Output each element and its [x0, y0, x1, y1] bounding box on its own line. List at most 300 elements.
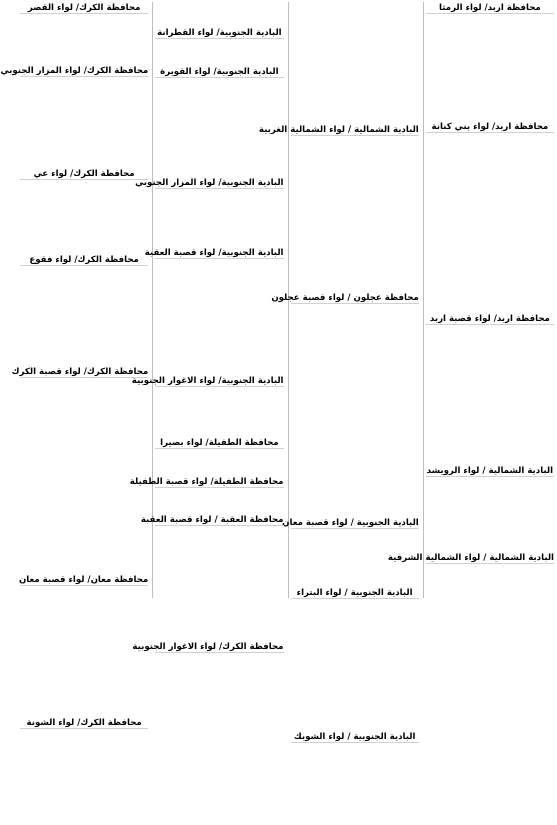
- name-entry: [155, 420, 283, 428]
- district-section: [155, 438, 283, 474]
- name-entry: [20, 348, 148, 356]
- name-entry: [426, 159, 554, 167]
- name-entry: [291, 394, 419, 402]
- district-heading: البادية الجنوبية/ لواء قصبة العقبة: [144, 248, 284, 259]
- name-entry: [291, 202, 419, 210]
- name-entry: [291, 616, 419, 624]
- name-entry: [155, 703, 283, 711]
- name-entry: [291, 354, 419, 362]
- name-entry: [20, 86, 148, 94]
- name-entry: [155, 632, 283, 640]
- name-entry: [20, 340, 148, 348]
- name-entry: [20, 435, 148, 443]
- name-entry: [155, 95, 283, 103]
- name-entry: [426, 31, 554, 39]
- name-list: [155, 654, 283, 735]
- name-entry: [291, 137, 419, 145]
- district-section: [155, 28, 283, 64]
- name-entry: [291, 752, 419, 760]
- name-entry: [155, 388, 283, 396]
- district-section: [11, 366, 149, 573]
- name-entry: [155, 719, 283, 727]
- district-heading: محافظة الطفيلة/ لواء قصبة الطفيلة: [129, 476, 284, 487]
- name-entry: [291, 625, 419, 633]
- name-entry: [20, 476, 148, 484]
- name-entry: [291, 538, 419, 546]
- name-entry: [20, 619, 148, 627]
- name-entry: [155, 341, 283, 349]
- name-entry: [20, 300, 148, 308]
- name-entry: [155, 214, 283, 222]
- name-entry: [291, 508, 419, 516]
- name-entry: [20, 603, 148, 611]
- name-entry: [291, 99, 419, 107]
- name-entry: [291, 467, 419, 475]
- name-list: [20, 730, 148, 811]
- name-entry: [20, 635, 148, 643]
- name-entry: [155, 103, 283, 111]
- name-entry: [155, 428, 283, 436]
- name-entry: [20, 15, 148, 23]
- name-entry: [291, 410, 419, 418]
- name-entry: [426, 456, 554, 464]
- district-section: [20, 169, 148, 254]
- name-entry: [291, 809, 419, 817]
- district-section: [426, 314, 554, 464]
- name-entry: [291, 657, 419, 665]
- name-entry: [426, 199, 554, 207]
- name-entry: [155, 616, 283, 624]
- name-entry: [426, 296, 554, 304]
- name-entry: [426, 175, 554, 183]
- name-entry: [20, 332, 148, 340]
- district-section: [20, 255, 148, 364]
- columns-container: [0, 2, 556, 742]
- name-entry: [20, 419, 148, 427]
- name-entry: [155, 695, 283, 703]
- district-section: [387, 552, 554, 646]
- name-entry: [426, 272, 554, 280]
- name-entry: [426, 526, 554, 534]
- column-2: [258, 2, 421, 742]
- name-entry: [291, 218, 419, 226]
- name-entry: [155, 127, 283, 135]
- name-entry: [291, 768, 419, 776]
- district-heading: البادية الشمالية / لواء الشمالية الغربية: [258, 125, 419, 136]
- name-entry: [20, 134, 148, 142]
- name-entry: [155, 624, 283, 632]
- name-entry: [426, 391, 554, 399]
- name-entry: [291, 776, 419, 784]
- name-list: [155, 388, 283, 437]
- name-entry: [426, 239, 554, 247]
- name-entry: [155, 285, 283, 293]
- name-entry: [155, 600, 283, 608]
- name-entry: [155, 466, 283, 474]
- name-entry: [155, 79, 283, 87]
- name-entry: [426, 613, 554, 621]
- name-entry: [426, 55, 554, 63]
- name-list: [155, 527, 283, 640]
- name-entry: [20, 771, 148, 779]
- name-entry: [155, 301, 283, 309]
- name-entry: [291, 554, 419, 562]
- name-entry: [426, 207, 554, 215]
- name-entry: [20, 379, 148, 387]
- name-entry: [426, 326, 554, 334]
- name-entry: [426, 415, 554, 423]
- name-entry: [20, 611, 148, 619]
- name-entry: [291, 226, 419, 234]
- name-entry: [20, 189, 148, 197]
- district-heading: محافظة الكرك/ لواء المزار الجنوبي: [0, 65, 149, 76]
- district-heading: محافظة عجلون / لواء قصبة عجلون: [271, 293, 419, 304]
- name-entry: [291, 305, 419, 313]
- name-entry: [291, 435, 419, 443]
- name-entry: [155, 489, 283, 497]
- name-entry: [20, 643, 148, 651]
- name-list: [426, 326, 554, 464]
- name-entry: [20, 395, 148, 403]
- name-list: [155, 260, 283, 373]
- name-entry: [155, 727, 283, 735]
- name-entry: [20, 460, 148, 468]
- name-entry: [291, 681, 419, 689]
- name-list: [20, 379, 148, 573]
- name-entry: [426, 334, 554, 342]
- name-entry: [291, 91, 419, 99]
- name-list: [20, 267, 148, 364]
- name-entry: [291, 760, 419, 768]
- name-entry: [20, 540, 148, 548]
- name-entry: [426, 215, 554, 223]
- name-list: [291, 305, 419, 515]
- district-section: [426, 122, 554, 312]
- name-entry: [20, 684, 148, 692]
- name-entry: [291, 362, 419, 370]
- name-list: [20, 181, 148, 254]
- name-entry: [291, 562, 419, 570]
- name-entry: [20, 411, 148, 419]
- name-list: [291, 600, 419, 730]
- name-entry: [426, 597, 554, 605]
- name-entry: [155, 559, 283, 567]
- name-entry: [291, 633, 419, 641]
- name-entry: [291, 107, 419, 115]
- name-list: [20, 587, 148, 717]
- name-entry: [20, 738, 148, 746]
- name-entry: [426, 440, 554, 448]
- name-entry: [426, 88, 554, 96]
- name-entry: [426, 183, 554, 191]
- name-entry: [426, 629, 554, 637]
- name-entry: [20, 484, 148, 492]
- name-entry: [291, 649, 419, 657]
- name-entry: [291, 170, 419, 178]
- name-entry: [426, 150, 554, 158]
- district-section: [155, 67, 283, 176]
- name-entry: [426, 104, 554, 112]
- name-entry: [155, 317, 283, 325]
- name-entry: [426, 342, 554, 350]
- name-list: [155, 40, 283, 64]
- name-entry: [426, 423, 554, 431]
- name-entry: [426, 565, 554, 573]
- name-entry: [155, 198, 283, 206]
- district-section: [132, 642, 284, 735]
- name-entry: [291, 451, 419, 459]
- name-entry: [20, 587, 148, 595]
- name-entry: [155, 497, 283, 505]
- name-entry: [291, 338, 419, 346]
- name-list: [155, 79, 283, 176]
- name-entry: [426, 142, 554, 150]
- name-entry: [426, 47, 554, 55]
- district-section: [20, 718, 148, 811]
- name-entry: [426, 535, 554, 543]
- name-entry: [20, 468, 148, 476]
- name-entry: [291, 784, 419, 792]
- name-entry: [155, 357, 283, 365]
- name-entry: [426, 367, 554, 375]
- name-entry: [291, 744, 419, 752]
- district-heading: محافظة اربد/ لواء بني كنانة: [426, 122, 554, 133]
- name-entry: [20, 652, 148, 660]
- district-section: [20, 3, 148, 64]
- name-entry: [155, 349, 283, 357]
- name-entry: [426, 15, 554, 23]
- name-entry: [426, 621, 554, 629]
- district-heading: البادية الجنوبية / لواء البتراء: [291, 588, 419, 599]
- name-entry: [20, 31, 148, 39]
- district-heading: محافظة اربد/ لواء قصبة اربد: [426, 314, 554, 325]
- district-section: [129, 476, 284, 513]
- name-entry: [426, 39, 554, 47]
- name-entry: [291, 194, 419, 202]
- district-section: [155, 2, 283, 26]
- name-entry: [426, 231, 554, 239]
- name-entry: [426, 510, 554, 518]
- name-entry: [20, 276, 148, 284]
- column-3: [129, 2, 285, 653]
- district-heading: محافظة الكرك/ لواء قصبة الكرك: [11, 366, 149, 377]
- name-entry: [291, 817, 419, 825]
- name-entry: [20, 23, 148, 31]
- name-entry: [155, 40, 283, 48]
- name-entry: [155, 238, 283, 246]
- name-entry: [20, 795, 148, 803]
- name-entry: [291, 67, 419, 75]
- district-heading: البادية الشمالية / لواء الرويشد: [426, 465, 554, 476]
- name-entry: [291, 427, 419, 435]
- name-entry: [155, 260, 283, 268]
- name-entry: [20, 787, 148, 795]
- name-entry: [426, 359, 554, 367]
- name-entry: [155, 686, 283, 694]
- name-entry: [20, 532, 148, 540]
- name-entry: [20, 213, 148, 221]
- district-section: [426, 3, 554, 120]
- name-entry: [291, 259, 419, 267]
- name-entry: [426, 80, 554, 88]
- name-entry: [155, 206, 283, 214]
- name-entry: [20, 324, 148, 332]
- name-entry: [155, 575, 283, 583]
- name-entry: [155, 450, 283, 458]
- name-entry: [155, 111, 283, 119]
- name-entry: [155, 567, 283, 575]
- name-entry: [426, 223, 554, 231]
- name-entry: [155, 551, 283, 559]
- name-entry: [20, 451, 148, 459]
- name-entry: [291, 722, 419, 730]
- name-list: [155, 450, 283, 474]
- name-entry: [155, 333, 283, 341]
- name-entry: [291, 283, 419, 291]
- name-entry: [155, 268, 283, 276]
- name-entry: [291, 570, 419, 578]
- name-entry: [291, 329, 419, 337]
- name-entry: [155, 670, 283, 678]
- name-entry: [155, 608, 283, 616]
- name-entry: [155, 168, 283, 176]
- name-entry: [426, 288, 554, 296]
- name-entry: [155, 404, 283, 412]
- name-entry: [155, 10, 283, 18]
- name-entry: [155, 56, 283, 64]
- name-entry: [155, 190, 283, 198]
- name-entry: [291, 162, 419, 170]
- name-entry: [155, 2, 283, 10]
- name-entry: [20, 803, 148, 811]
- name-entry: [20, 524, 148, 532]
- name-entry: [155, 654, 283, 662]
- name-entry: [426, 589, 554, 597]
- name-entry: [426, 638, 554, 646]
- name-entry: [20, 660, 148, 668]
- district-section: [271, 293, 419, 515]
- name-entry: [291, 321, 419, 329]
- name-entry: [291, 608, 419, 616]
- name-entry: [20, 595, 148, 603]
- name-entry: [291, 251, 419, 259]
- district-heading: محافظة الطفيلة/ لواء بصيرا: [155, 438, 283, 449]
- district-heading: محافظة معان/ لواء قصبة معان: [18, 574, 149, 585]
- district-heading: محافظة الكرك/ لواء الاغوار الجنوبية: [132, 642, 284, 653]
- name-entry: [426, 573, 554, 581]
- name-entry: [291, 697, 419, 705]
- name-entry: [20, 308, 148, 316]
- name-entry: [291, 491, 419, 499]
- name-entry: [426, 304, 554, 312]
- name-entry: [426, 72, 554, 80]
- name-entry: [20, 205, 148, 213]
- name-entry: [155, 543, 283, 551]
- name-entry: [426, 518, 554, 526]
- name-entry: [291, 75, 419, 83]
- name-entry: [291, 475, 419, 483]
- name-entry: [20, 237, 148, 245]
- name-entry: [20, 221, 148, 229]
- name-entry: [20, 126, 148, 134]
- name-entry: [291, 154, 419, 162]
- name-entry: [20, 668, 148, 676]
- name-entry: [291, 51, 419, 59]
- name-list: [291, 744, 419, 825]
- name-entry: [291, 689, 419, 697]
- name-entry: [291, 673, 419, 681]
- name-entry: [20, 118, 148, 126]
- name-entry: [20, 181, 148, 189]
- name-entry: [20, 779, 148, 787]
- name-entry: [426, 448, 554, 456]
- name-entry: [20, 356, 148, 364]
- name-entry: [20, 747, 148, 755]
- name-entry: [20, 197, 148, 205]
- district-heading: محافظة الكرك/ لواء القصر: [20, 3, 148, 14]
- name-entry: [426, 112, 554, 120]
- name-list: [20, 15, 148, 64]
- name-entry: [426, 96, 554, 104]
- name-entry: [155, 222, 283, 230]
- name-entry: [20, 730, 148, 738]
- name-entry: [426, 543, 554, 551]
- name-entry: [155, 527, 283, 535]
- name-entry: [155, 230, 283, 238]
- name-entry: [20, 676, 148, 684]
- name-entry: [426, 134, 554, 142]
- name-entry: [155, 143, 283, 151]
- name-entry: [20, 549, 148, 557]
- name-entry: [291, 792, 419, 800]
- name-entry: [291, 665, 419, 673]
- name-entry: [155, 458, 283, 466]
- name-entry: [291, 243, 419, 251]
- name-entry: [291, 275, 419, 283]
- name-list: [426, 565, 554, 646]
- name-entry: [155, 18, 283, 26]
- name-entry: [155, 309, 283, 317]
- district-heading: البادية الجنوبية/ لواء الاغوار الجنوبية: [131, 375, 284, 386]
- name-entry: [291, 313, 419, 321]
- name-entry: [155, 135, 283, 143]
- name-entry: [426, 399, 554, 407]
- name-entry: [426, 494, 554, 502]
- name-entry: [426, 383, 554, 391]
- name-entry: [291, 267, 419, 275]
- name-entry: [291, 210, 419, 218]
- name-entry: [155, 87, 283, 95]
- district-section: [282, 517, 419, 587]
- name-list: [426, 134, 554, 312]
- name-entry: [20, 403, 148, 411]
- district-heading: البادية الجنوبية / لواء الشوبك: [291, 732, 419, 743]
- column-4: [0, 2, 150, 729]
- name-entry: [155, 48, 283, 56]
- name-entry: [291, 59, 419, 67]
- name-entry: [20, 443, 148, 451]
- name-list: [20, 78, 148, 167]
- name-entry: [20, 316, 148, 324]
- name-entry: [155, 293, 283, 301]
- name-entry: [20, 508, 148, 516]
- district-heading: البادية الجنوبية / لواء قصبة معان: [282, 517, 419, 528]
- name-entry: [155, 662, 283, 670]
- name-entry: [20, 692, 148, 700]
- name-entry: [20, 159, 148, 167]
- name-entry: [291, 800, 419, 808]
- name-entry: [291, 235, 419, 243]
